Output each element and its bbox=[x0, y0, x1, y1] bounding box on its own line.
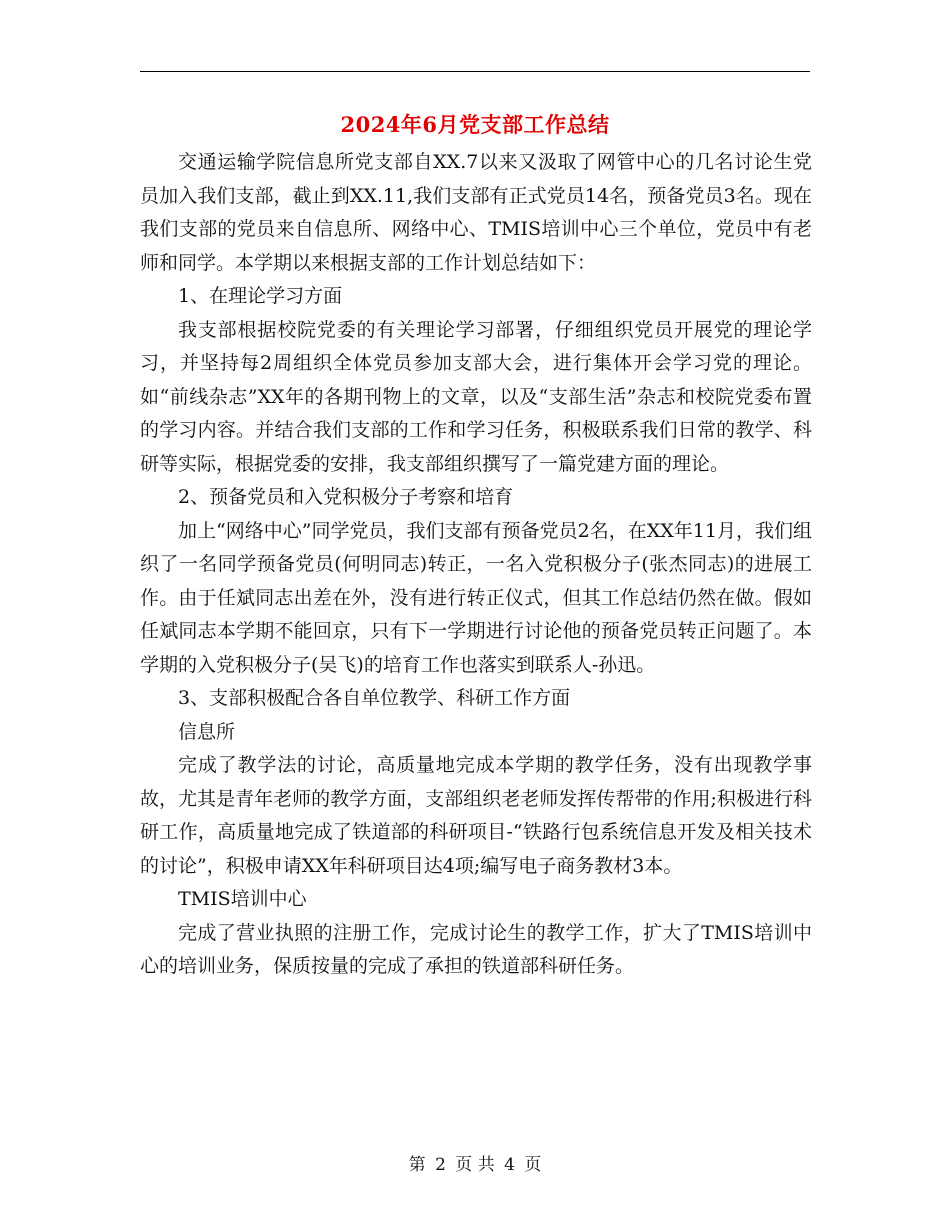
subheading-info-institute: 信息所 bbox=[178, 720, 236, 743]
footer-middle: 页 共 bbox=[455, 1155, 495, 1175]
section-heading-cooperation: 3、支部积极配合各自单位教学、科研工作方面 bbox=[178, 687, 571, 709]
theory-paragraph: 我支部根据校院党委的有关理论学习部署，仔细组织党员开展党的理论学习，并坚持每2周组织全体党员参加支部大会，进行集体开会学习党的理论。如“前线杂志”XX年的各期刊物上的文章，以及“支部生活”杂志和校院党委布置的学习内容。并结合我们支部的工作和学习任务，积极联系我们日常的教学、科研等实际，根据党委的安排，我支部组织撰写了一篇党建方面的理论。 bbox=[140, 318, 812, 475]
footer-suffix: 页 bbox=[524, 1155, 542, 1175]
footer-total-pages: 4 bbox=[504, 1155, 515, 1175]
section-heading-probationary: 2、预备党员和入党积极分子考察和培育 bbox=[178, 486, 514, 508]
probationary-paragraph: 加上“网络中心”同学党员，我们支部有预备党员2名，在XX年11月，我们组织了一名同学预备党员(何明同志)转正，一名入党积极分子(张杰同志)的进展工作。由于任斌同志出差在外，没有进行转正仪式，但其工作总结仍然在做。假如任斌同志本学期不能回京，只有下一学期进行讨论他的预备党员转正问题了。本学期的入党积极分子(吴飞)的培育工作也落实到联系人-孙迅。 bbox=[140, 519, 812, 676]
document-body bbox=[140, 146, 812, 984]
page-footer bbox=[0, 1153, 950, 1177]
tmis-center-paragraph: 完成了营业执照的注册工作，完成讨论生的教学工作，扩大了TMIS培训中心的培训业务，保质按量的完成了承担的铁道部科研任务。 bbox=[140, 921, 812, 977]
info-institute-paragraph: 完成了教学法的讨论，高质量地完成本学期的教学任务，没有出现教学事故，尤其是青年老师的教学方面，支部组织老老师发挥传帮带的作用;积极进行科研工作，高质量地完成了铁道部的科研项目-“铁路行包系统信息开发及相关技术的讨论”，积极申请XX年科研项目达4项;编写电子商务教材3本。 bbox=[140, 754, 812, 877]
header-rule bbox=[140, 71, 810, 72]
footer-prefix: 第 bbox=[408, 1155, 426, 1175]
footer-current-page: 2 bbox=[435, 1155, 446, 1175]
section-heading-theory: 1、在理论学习方面 bbox=[178, 285, 343, 307]
subheading-tmis-center: TMIS培训中心 bbox=[178, 888, 307, 910]
intro-paragraph: 交通运输学院信息所党支部自XX.7以来又汲取了网管中心的几名讨论生党员加入我们支部，截止到XX.11,我们支部有正式党员14名，预备党员3名。现在我们支部的党员来自信息所、网络中心、TMIS培训中心三个单位，党员中有老师和同学。本学期以来根据支部的工作计划总结如下： bbox=[140, 151, 812, 274]
document-title: 2024年6月党支部工作总结 bbox=[340, 112, 610, 137]
